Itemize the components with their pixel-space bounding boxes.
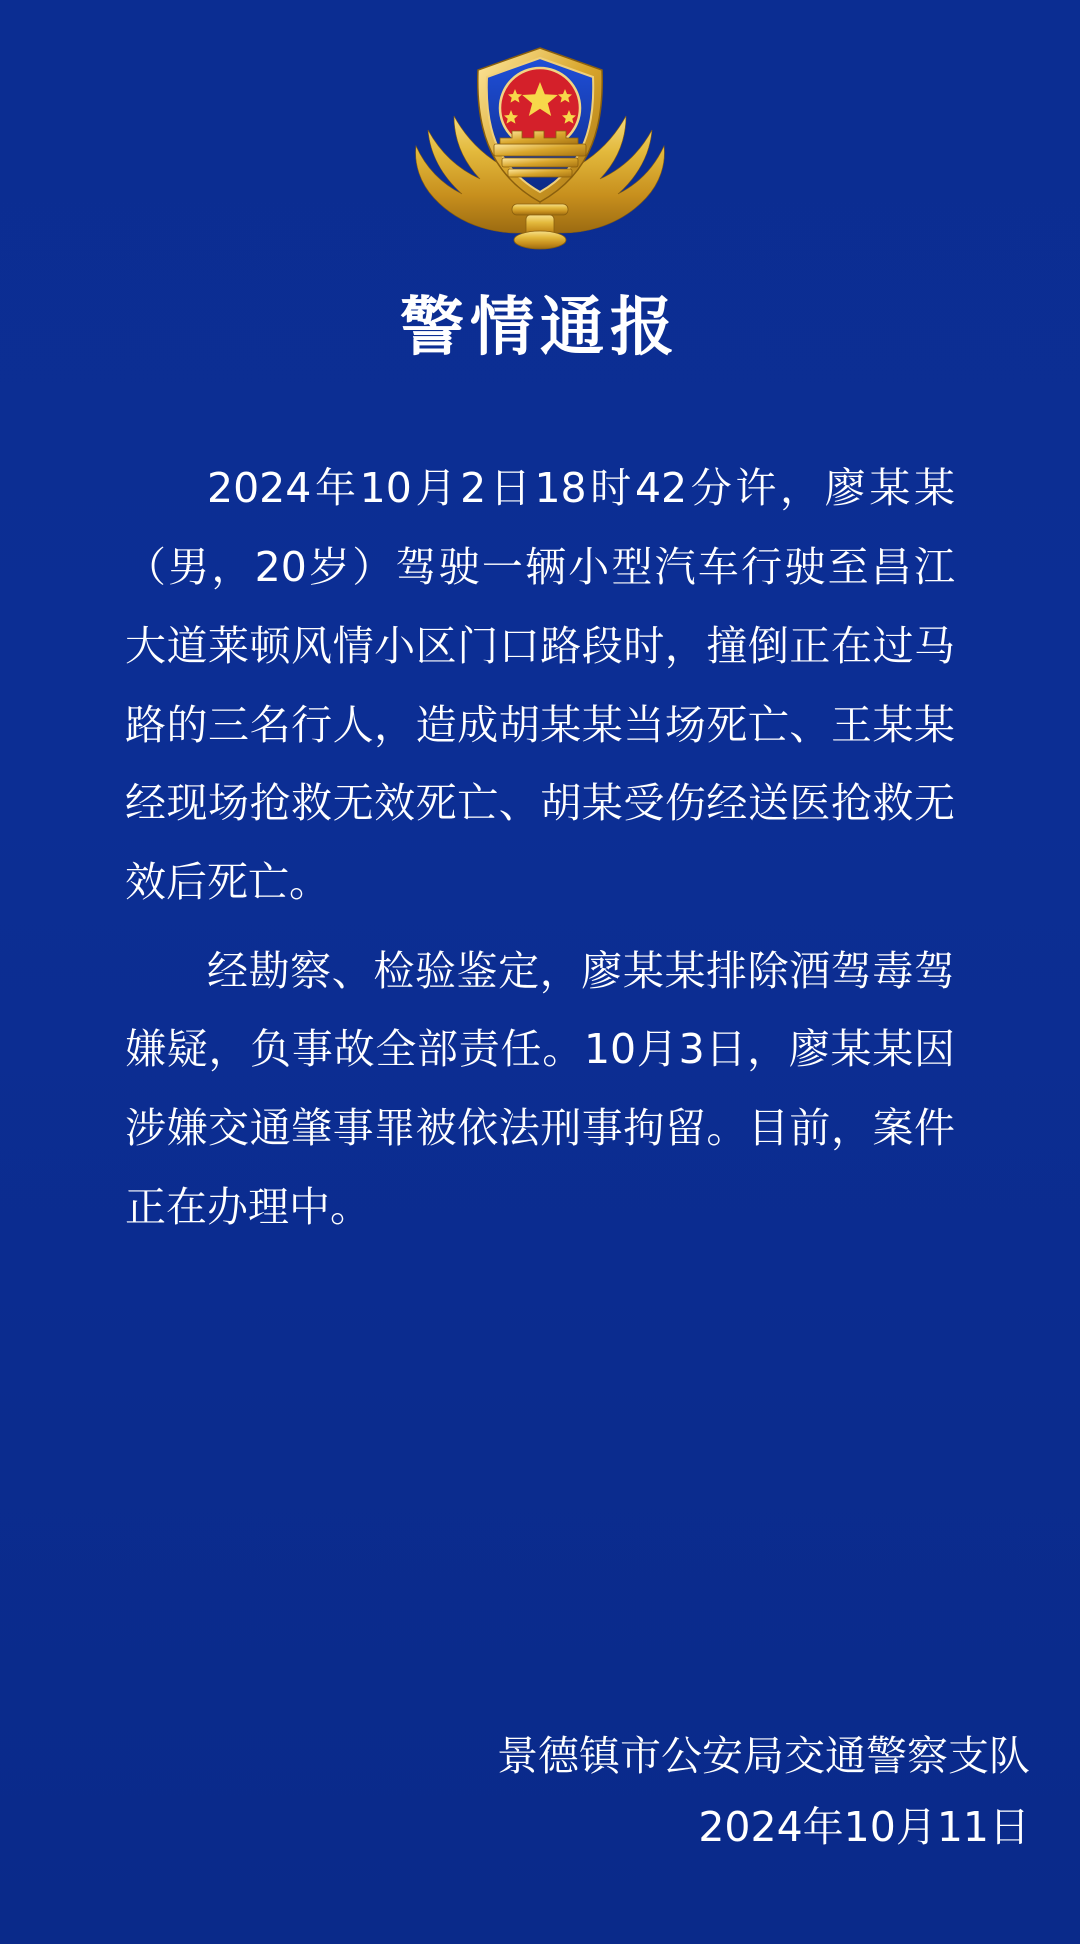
notice-paragraph: 2024年10月2日18时42分许，廖某某（男，20岁）驾驶一辆小型汽车行驶至昌江大道莱顿风情小区门口路段时，撞倒正在过马路的三名行人，造成胡某某当场死亡、王某某经现场抢救无效死亡、胡某受伤经送医抢救无效后死亡。 (125, 464, 955, 906)
notice-footer (497, 1721, 1030, 1865)
china-police-emblem (390, 26, 690, 271)
issuer-name: 景德镇市公安局交通警察支队 (497, 1731, 1030, 1780)
notice-paragraph: 经勘察、检验鉴定，廖某某排除酒驾毒驾嫌疑，负事故全部责任。10月3日，廖某某因涉嫌交通肇事罪被依法刑事拘留。目前，案件正在办理中。 (125, 946, 955, 1231)
notice-body (125, 449, 955, 1256)
issue-date: 2024年10月11日 (698, 1803, 1030, 1852)
page-title: 警情通报 (400, 291, 680, 365)
